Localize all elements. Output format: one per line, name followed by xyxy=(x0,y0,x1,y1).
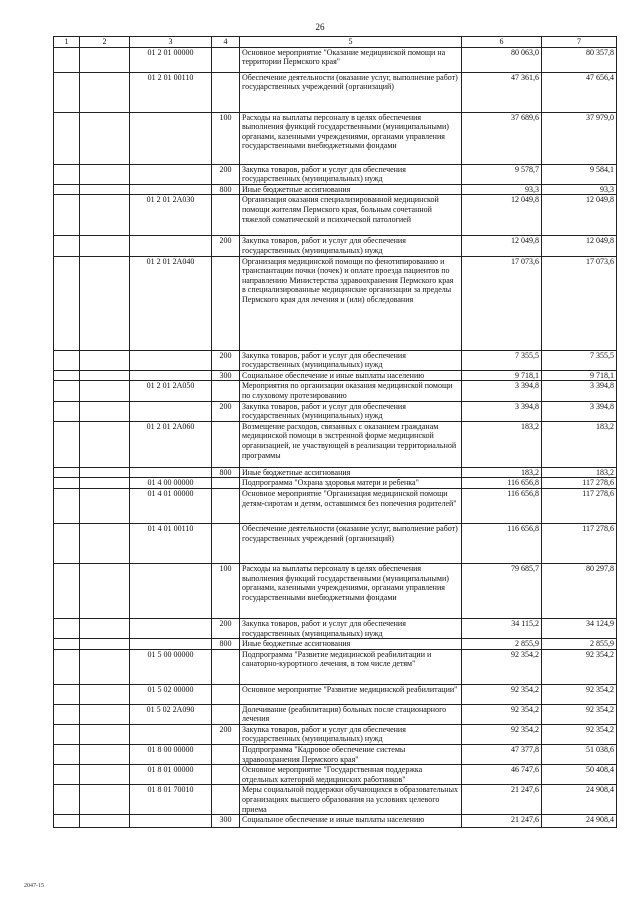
amount-year2-cell: 117 278,6 xyxy=(542,478,617,489)
item-name-cell: Иные бюджетные ассигнования xyxy=(240,639,462,650)
budget-code-cell xyxy=(130,563,212,618)
budget-code-cell xyxy=(130,184,212,195)
cell-col1 xyxy=(54,195,80,236)
cell-col1 xyxy=(54,649,80,684)
table-row xyxy=(54,704,617,724)
amount-year2-cell: 2 855,9 xyxy=(542,639,617,650)
table-row xyxy=(54,765,617,785)
table-row xyxy=(54,649,617,684)
amount-year1-cell: 9 718,1 xyxy=(462,370,542,381)
table-row xyxy=(54,684,617,704)
item-name-cell: Социальное обеспечение и иные выплаты населению xyxy=(240,370,462,381)
amount-year2-cell: 7 355,5 xyxy=(542,350,617,370)
column-header: 3 xyxy=(130,37,212,48)
item-name-cell: Организация оказания специализированной медицинской помощи жителям Пермского края, больным сочетанной тяжелой соматической и психической патологией xyxy=(240,195,462,236)
expense-type-cell: 100 xyxy=(212,112,240,164)
cell-col1 xyxy=(54,785,80,815)
amount-year1-cell: 3 394,8 xyxy=(462,401,542,421)
budget-code-cell xyxy=(130,370,212,381)
item-name-cell: Закупка товаров, работ и услуг для обеспечения государственных (муниципальных) нужд xyxy=(240,236,462,256)
amount-year1-cell: 21 247,6 xyxy=(462,815,542,828)
cell-col2 xyxy=(80,350,130,370)
item-name-cell: Обеспечение деятельности (оказание услуг, выполнение работ) государственных учреждений (организаций) xyxy=(240,523,462,563)
table-row xyxy=(54,184,617,195)
amount-year1-cell: 9 578,7 xyxy=(462,164,542,184)
table-row xyxy=(54,72,617,112)
expense-type-cell xyxy=(212,195,240,236)
expense-type-cell: 100 xyxy=(212,563,240,618)
amount-year2-cell: 183,2 xyxy=(542,467,617,478)
amount-year2-cell: 3 394,8 xyxy=(542,381,617,401)
amount-year2-cell: 92 354,2 xyxy=(542,724,617,744)
cell-col1 xyxy=(54,47,80,72)
item-name-cell: Закупка товаров, работ и услуг для обеспечения государственных (муниципальных) нужд xyxy=(240,401,462,421)
expense-type-cell: 300 xyxy=(212,370,240,381)
table-row xyxy=(54,256,617,350)
column-number-row xyxy=(54,37,617,48)
cell-col1 xyxy=(54,478,80,489)
budget-code-cell: 01 2 01 2А030 xyxy=(130,195,212,236)
expense-type-cell: 200 xyxy=(212,164,240,184)
budget-code-cell: 01 2 01 2А050 xyxy=(130,381,212,401)
table-row xyxy=(54,164,617,184)
cell-col2 xyxy=(80,184,130,195)
budget-code-cell: 01 4 01 00110 xyxy=(130,523,212,563)
expense-type-cell: 200 xyxy=(212,350,240,370)
item-name-cell: Закупка товаров, работ и услуг для обеспечения государственных (муниципальных) нужд xyxy=(240,618,462,638)
expense-type-cell: 200 xyxy=(212,236,240,256)
item-name-cell: Иные бюджетные ассигнования xyxy=(240,467,462,478)
amount-year1-cell: 46 747,6 xyxy=(462,765,542,785)
expense-type-cell xyxy=(212,785,240,815)
table-row xyxy=(54,381,617,401)
expense-type-cell xyxy=(212,684,240,704)
budget-code-cell: 01 2 01 00000 xyxy=(130,47,212,72)
table-row xyxy=(54,112,617,164)
table-row xyxy=(54,745,617,765)
cell-col2 xyxy=(80,649,130,684)
item-name-cell: Меры социальной поддержки обучающихся в образовательных организациях высшего образования на условиях целевого приема xyxy=(240,785,462,815)
cell-col2 xyxy=(80,381,130,401)
budget-code-cell xyxy=(130,618,212,638)
cell-col1 xyxy=(54,236,80,256)
column-header: 7 xyxy=(542,37,617,48)
budget-code-cell xyxy=(130,467,212,478)
budget-code-cell: 01 2 01 2А040 xyxy=(130,256,212,350)
budget-code-cell: 01 5 02 2А090 xyxy=(130,704,212,724)
table-row xyxy=(54,563,617,618)
cell-col1 xyxy=(54,184,80,195)
amount-year1-cell: 93,3 xyxy=(462,184,542,195)
cell-col1 xyxy=(54,112,80,164)
table-row xyxy=(54,618,617,638)
amount-year2-cell: 12 049,8 xyxy=(542,195,617,236)
cell-col1 xyxy=(54,421,80,467)
amount-year1-cell: 92 354,2 xyxy=(462,724,542,744)
cell-col1 xyxy=(54,745,80,765)
amount-year2-cell: 37 979,0 xyxy=(542,112,617,164)
cell-col1 xyxy=(54,164,80,184)
amount-year2-cell: 80 297,8 xyxy=(542,563,617,618)
column-header: 1 xyxy=(54,37,80,48)
cell-col1 xyxy=(54,256,80,350)
item-name-cell: Возмещение расходов, связанных с оказанием гражданам медицинской помощи в экстренной форме медицинской организацией, не участвующей в реализации территориальной программы xyxy=(240,421,462,467)
expense-type-cell xyxy=(212,523,240,563)
column-header: 5 xyxy=(240,37,462,48)
cell-col1 xyxy=(54,724,80,744)
item-name-cell: Основное мероприятие "Государственная поддержка отдельных категорий медицинских работников" xyxy=(240,765,462,785)
amount-year2-cell: 92 354,2 xyxy=(542,704,617,724)
expense-type-cell xyxy=(212,47,240,72)
amount-year2-cell: 92 354,2 xyxy=(542,684,617,704)
item-name-cell: Подпрограмма "Развитие медицинской реабилитации и санаторно-курортного лечения, в том числе детям" xyxy=(240,649,462,684)
cell-col2 xyxy=(80,112,130,164)
expense-type-cell xyxy=(212,745,240,765)
budget-code-cell: 01 4 00 00000 xyxy=(130,478,212,489)
amount-year1-cell: 80 063,0 xyxy=(462,47,542,72)
amount-year1-cell: 47 377,8 xyxy=(462,745,542,765)
item-name-cell: Расходы на выплаты персоналу в целях обеспечения выполнения функций государственными (муниципальными) органами, казенными учреждениями, органами управления государственными внебюджетными фондами xyxy=(240,112,462,164)
cell-col2 xyxy=(80,785,130,815)
expense-type-cell xyxy=(212,256,240,350)
budget-code-cell xyxy=(130,236,212,256)
expense-type-cell xyxy=(212,765,240,785)
budget-code-cell xyxy=(130,724,212,744)
table-row xyxy=(54,478,617,489)
amount-year2-cell: 93,3 xyxy=(542,184,617,195)
cell-col2 xyxy=(80,704,130,724)
table-row xyxy=(54,421,617,467)
item-name-cell: Основное мероприятие "Развитие медицинской реабилитации" xyxy=(240,684,462,704)
amount-year1-cell: 34 115,2 xyxy=(462,618,542,638)
expense-type-cell xyxy=(212,488,240,523)
expense-type-cell: 200 xyxy=(212,618,240,638)
item-name-cell: Основное мероприятие "Организация медицинской помощи детям-сиротам и детям, оставшимся без попечения родителей" xyxy=(240,488,462,523)
cell-col1 xyxy=(54,381,80,401)
table-row xyxy=(54,523,617,563)
cell-col2 xyxy=(80,421,130,467)
cell-col1 xyxy=(54,370,80,381)
item-name-cell: Закупка товаров, работ и услуг для обеспечения государственных (муниципальных) нужд xyxy=(240,350,462,370)
amount-year1-cell: 7 355,5 xyxy=(462,350,542,370)
expense-type-cell xyxy=(212,381,240,401)
item-name-cell: Основное мероприятие "Оказание медицинской помощи на территории Пермского края" xyxy=(240,47,462,72)
item-name-cell: Закупка товаров, работ и услуг для обеспечения государственных (муниципальных) нужд xyxy=(240,164,462,184)
budget-code-cell xyxy=(130,164,212,184)
cell-col2 xyxy=(80,164,130,184)
amount-year1-cell: 17 073,6 xyxy=(462,256,542,350)
amount-year2-cell: 117 278,6 xyxy=(542,523,617,563)
cell-col2 xyxy=(80,684,130,704)
item-name-cell: Организация медицинской помощи по фенотипированию и транспантации почки (почек) и оплате проезда пациентов по направлению Министерства здравоохранения Пермского края в специализированные медицинские организации за пределы Пермского края для лечения и (или) обследования xyxy=(240,256,462,350)
cell-col2 xyxy=(80,639,130,650)
budget-code-cell: 01 5 00 00000 xyxy=(130,649,212,684)
item-name-cell: Подпрограмма "Охрана здоровья матери и ребенка" xyxy=(240,478,462,489)
amount-year1-cell: 47 361,6 xyxy=(462,72,542,112)
cell-col2 xyxy=(80,563,130,618)
amount-year2-cell: 9 584,1 xyxy=(542,164,617,184)
cell-col1 xyxy=(54,72,80,112)
table-row xyxy=(54,724,617,744)
amount-year1-cell: 116 656,8 xyxy=(462,488,542,523)
table-row xyxy=(54,467,617,478)
expense-type-cell: 800 xyxy=(212,639,240,650)
amount-year1-cell: 92 354,2 xyxy=(462,649,542,684)
cell-col1 xyxy=(54,639,80,650)
table-row xyxy=(54,815,617,828)
item-name-cell: Иные бюджетные ассигнования xyxy=(240,184,462,195)
expense-type-cell: 800 xyxy=(212,467,240,478)
cell-col2 xyxy=(80,765,130,785)
budget-table xyxy=(53,36,617,828)
amount-year1-cell: 183,2 xyxy=(462,421,542,467)
column-header: 2 xyxy=(80,37,130,48)
item-name-cell: Обеспечение деятельности (оказание услуг, выполнение работ) государственных учреждений (организаций) xyxy=(240,72,462,112)
item-name-cell: Социальное обеспечение и иные выплаты населению xyxy=(240,815,462,828)
amount-year2-cell: 80 357,8 xyxy=(542,47,617,72)
amount-year2-cell: 47 656,4 xyxy=(542,72,617,112)
cell-col2 xyxy=(80,72,130,112)
expense-type-cell: 300 xyxy=(212,815,240,828)
cell-col2 xyxy=(80,724,130,744)
column-header: 6 xyxy=(462,37,542,48)
cell-col2 xyxy=(80,618,130,638)
amount-year2-cell: 17 073,6 xyxy=(542,256,617,350)
amount-year2-cell: 12 049,8 xyxy=(542,236,617,256)
amount-year1-cell: 116 656,8 xyxy=(462,523,542,563)
cell-col1 xyxy=(54,704,80,724)
amount-year2-cell: 24 908,4 xyxy=(542,785,617,815)
table-row xyxy=(54,350,617,370)
amount-year1-cell: 12 049,8 xyxy=(462,236,542,256)
expense-type-cell xyxy=(212,649,240,684)
amount-year2-cell: 51 038,6 xyxy=(542,745,617,765)
budget-code-cell: 01 4 01 00000 xyxy=(130,488,212,523)
budget-code-cell: 01 2 01 2А060 xyxy=(130,421,212,467)
amount-year2-cell: 183,2 xyxy=(542,421,617,467)
expense-type-cell: 200 xyxy=(212,724,240,744)
table-row xyxy=(54,401,617,421)
expense-type-cell: 800 xyxy=(212,184,240,195)
item-name-cell: Долечивание (реабилитация) больных после стационарного лечения xyxy=(240,704,462,724)
cell-col2 xyxy=(80,370,130,381)
amount-year1-cell: 92 354,2 xyxy=(462,704,542,724)
amount-year1-cell: 183,2 xyxy=(462,467,542,478)
cell-col1 xyxy=(54,523,80,563)
cell-col1 xyxy=(54,815,80,828)
cell-col2 xyxy=(80,523,130,563)
cell-col2 xyxy=(80,745,130,765)
amount-year1-cell: 21 247,6 xyxy=(462,785,542,815)
amount-year2-cell: 9 718,1 xyxy=(542,370,617,381)
cell-col2 xyxy=(80,401,130,421)
amount-year1-cell: 37 689,6 xyxy=(462,112,542,164)
cell-col1 xyxy=(54,618,80,638)
budget-code-cell xyxy=(130,401,212,421)
table-row xyxy=(54,639,617,650)
amount-year2-cell: 24 908,4 xyxy=(542,815,617,828)
table-row xyxy=(54,47,617,72)
budget-code-cell: 01 5 02 00000 xyxy=(130,684,212,704)
table-row xyxy=(54,195,617,236)
budget-code-cell: 01 8 01 00000 xyxy=(130,765,212,785)
column-header: 4 xyxy=(212,37,240,48)
cell-col1 xyxy=(54,350,80,370)
cell-col2 xyxy=(80,47,130,72)
amount-year2-cell: 34 124,9 xyxy=(542,618,617,638)
table-row xyxy=(54,488,617,523)
cell-col1 xyxy=(54,765,80,785)
cell-col1 xyxy=(54,684,80,704)
budget-code-cell: 01 8 00 00000 xyxy=(130,745,212,765)
amount-year2-cell: 3 394,8 xyxy=(542,401,617,421)
expense-type-cell xyxy=(212,704,240,724)
expense-type-cell xyxy=(212,72,240,112)
amount-year2-cell: 50 408,4 xyxy=(542,765,617,785)
expense-type-cell: 200 xyxy=(212,401,240,421)
amount-year1-cell: 3 394,8 xyxy=(462,381,542,401)
amount-year2-cell: 92 354,2 xyxy=(542,649,617,684)
amount-year1-cell: 116 656,8 xyxy=(462,478,542,489)
cell-col2 xyxy=(80,256,130,350)
cell-col2 xyxy=(80,236,130,256)
table-row xyxy=(54,785,617,815)
page-number: 26 xyxy=(315,22,325,32)
cell-col1 xyxy=(54,488,80,523)
budget-code-cell xyxy=(130,815,212,828)
cell-col2 xyxy=(80,467,130,478)
item-name-cell: Мероприятия по организации оказания медицинской помощи по слуховому протезированию xyxy=(240,381,462,401)
cell-col2 xyxy=(80,815,130,828)
item-name-cell: Закупка товаров, работ и услуг для обеспечения государственных (муниципальных) нужд xyxy=(240,724,462,744)
budget-code-cell xyxy=(130,639,212,650)
expense-type-cell xyxy=(212,421,240,467)
budget-code-cell: 01 8 01 70010 xyxy=(130,785,212,815)
item-name-cell: Расходы на выплаты персоналу в целях обеспечения выполнения функций государственными (муниципальными) органами, казенными учреждениями, органами управления государственными внебюджетными фондами xyxy=(240,563,462,618)
budget-code-cell xyxy=(130,350,212,370)
amount-year2-cell: 117 278,6 xyxy=(542,488,617,523)
budget-code-cell: 01 2 01 00110 xyxy=(130,72,212,112)
expense-type-cell xyxy=(212,478,240,489)
amount-year1-cell: 12 049,8 xyxy=(462,195,542,236)
cell-col2 xyxy=(80,195,130,236)
amount-year1-cell: 92 354,2 xyxy=(462,684,542,704)
document-footer-code: 2047-15 xyxy=(24,883,44,889)
budget-code-cell xyxy=(130,112,212,164)
table-row xyxy=(54,370,617,381)
cell-col1 xyxy=(54,563,80,618)
cell-col2 xyxy=(80,488,130,523)
cell-col2 xyxy=(80,478,130,489)
cell-col1 xyxy=(54,401,80,421)
amount-year1-cell: 79 685,7 xyxy=(462,563,542,618)
item-name-cell: Подпрограмма "Кадровое обеспечение системы здравоохранения Пермского края" xyxy=(240,745,462,765)
table-row xyxy=(54,236,617,256)
cell-col1 xyxy=(54,467,80,478)
amount-year1-cell: 2 855,9 xyxy=(462,639,542,650)
